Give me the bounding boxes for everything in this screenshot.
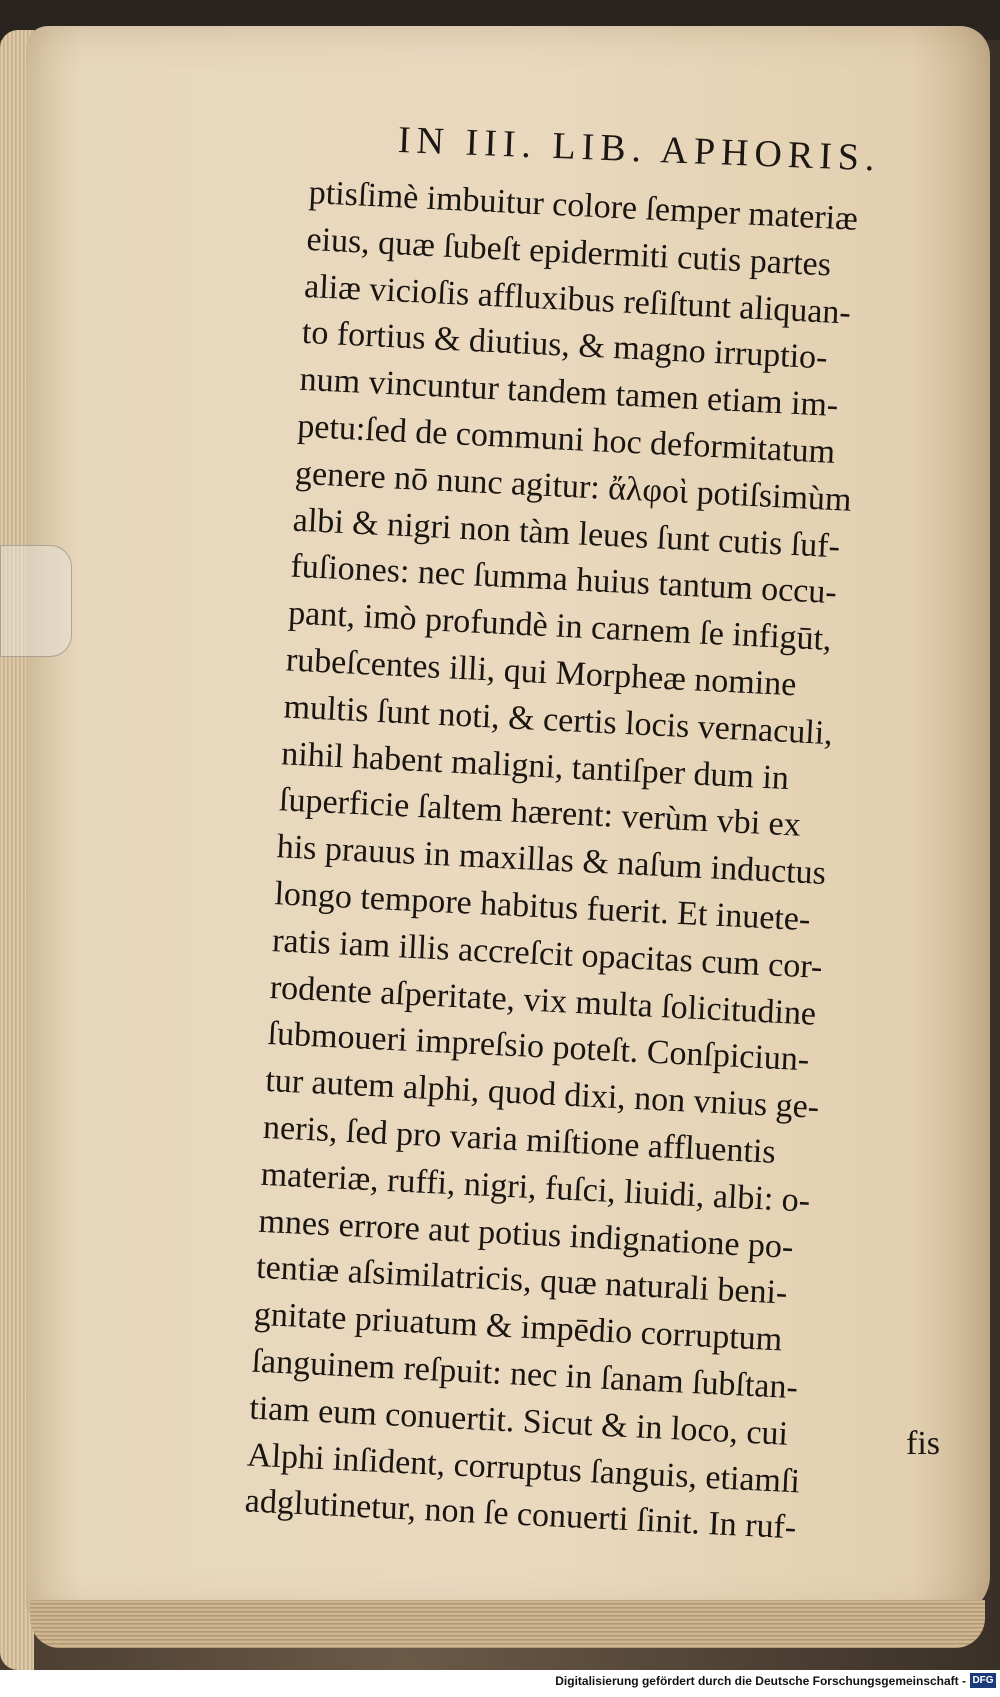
- text-line: ratis iam illis accreſcit opacitas cum cor-: [271, 921, 824, 986]
- text-line: ſubmoueri impreſsio poteſt. Conſpiciun-: [266, 1015, 811, 1079]
- text-line: longo tempore habitus fuerit. Et inuete-: [273, 875, 812, 939]
- text-line: genere nō nunc agitur: ἄλφοὶ potiſsimùm: [294, 454, 853, 519]
- text-line: his prauus in maxillas & naſum inductus: [275, 828, 827, 893]
- text-line: fuſiones: nec ſumma huius tantum occu-: [289, 547, 838, 612]
- text-line: eius, quæ ſubeſt epidermiti cutis partes: [305, 220, 832, 284]
- text-line: neris, ſed pro varia miſtione affluentis: [262, 1108, 777, 1171]
- text-line: num vincuntur tandem tamen etiam im-: [298, 360, 840, 425]
- text-line: ſanguinem reſpuit: nec in ſanam ſubſtan-: [250, 1342, 799, 1407]
- text-line: pant, imò profundè in carnem ſe infigūt,: [287, 594, 833, 659]
- catchword: fis: [906, 1425, 940, 1462]
- text-line: to fortius & diutius, & magno irruptio-: [301, 314, 829, 377]
- body-text: [244, 170, 950, 1557]
- text-line: tiam eum conuertit. Sicut & in loco, cui: [248, 1389, 789, 1453]
- text-line: nihil habent maligni, tantiſper dum in: [280, 734, 790, 797]
- dfg-logo: DFG: [970, 1673, 996, 1688]
- text-line: adglutinetur, non ſe conuerti ſinit. In ruf-: [243, 1482, 798, 1547]
- book-bottom-edges: [30, 1600, 985, 1648]
- page-clip: [0, 545, 72, 657]
- text-line: tur autem alphi, quod dixi, non vnius ge-: [264, 1062, 821, 1127]
- text-line: ſuperficie ſaltem hærent: verùm vbi ex: [278, 781, 802, 845]
- funding-credit: Digitalisierung gefördert durch die Deutsche Forschungsgemeinschaft -: [555, 1674, 966, 1688]
- text-line: aliæ vicioſis affluxibus reſiſtunt aliquan-: [303, 267, 852, 332]
- text-line: mnes errore aut potius indignatione po-: [257, 1202, 795, 1266]
- text-line: rubeſcentes illi, qui Morpheæ nomine: [285, 641, 798, 704]
- text-line: tentiæ aſsimilatricis, quæ naturali beni-: [255, 1249, 789, 1312]
- text-line: petu:ſed de communi hoc deformitatum: [296, 407, 836, 471]
- text-line: Alphi inſident, corruptus ſanguis, etiamſi: [246, 1436, 801, 1500]
- text-line: multis ſunt noti, & certis locis vernaculi,: [282, 688, 834, 752]
- text-line: ptisſimè imbuitur colore ſemper materiæ: [307, 173, 859, 238]
- text-line: gnitate priuatum & impēdio corruptum: [253, 1295, 784, 1359]
- text-line: rodente aſperitate, vix multa ſolicitudine: [269, 968, 817, 1033]
- text-line: albi & nigri non tàm leues ſunt cutis ſuf-: [291, 501, 841, 565]
- running-header: IN III. LIB. APHORIS.: [397, 119, 882, 180]
- text-line: materiæ, ruffi, nigri, fuſci, liuidi, albi: o-: [259, 1155, 812, 1220]
